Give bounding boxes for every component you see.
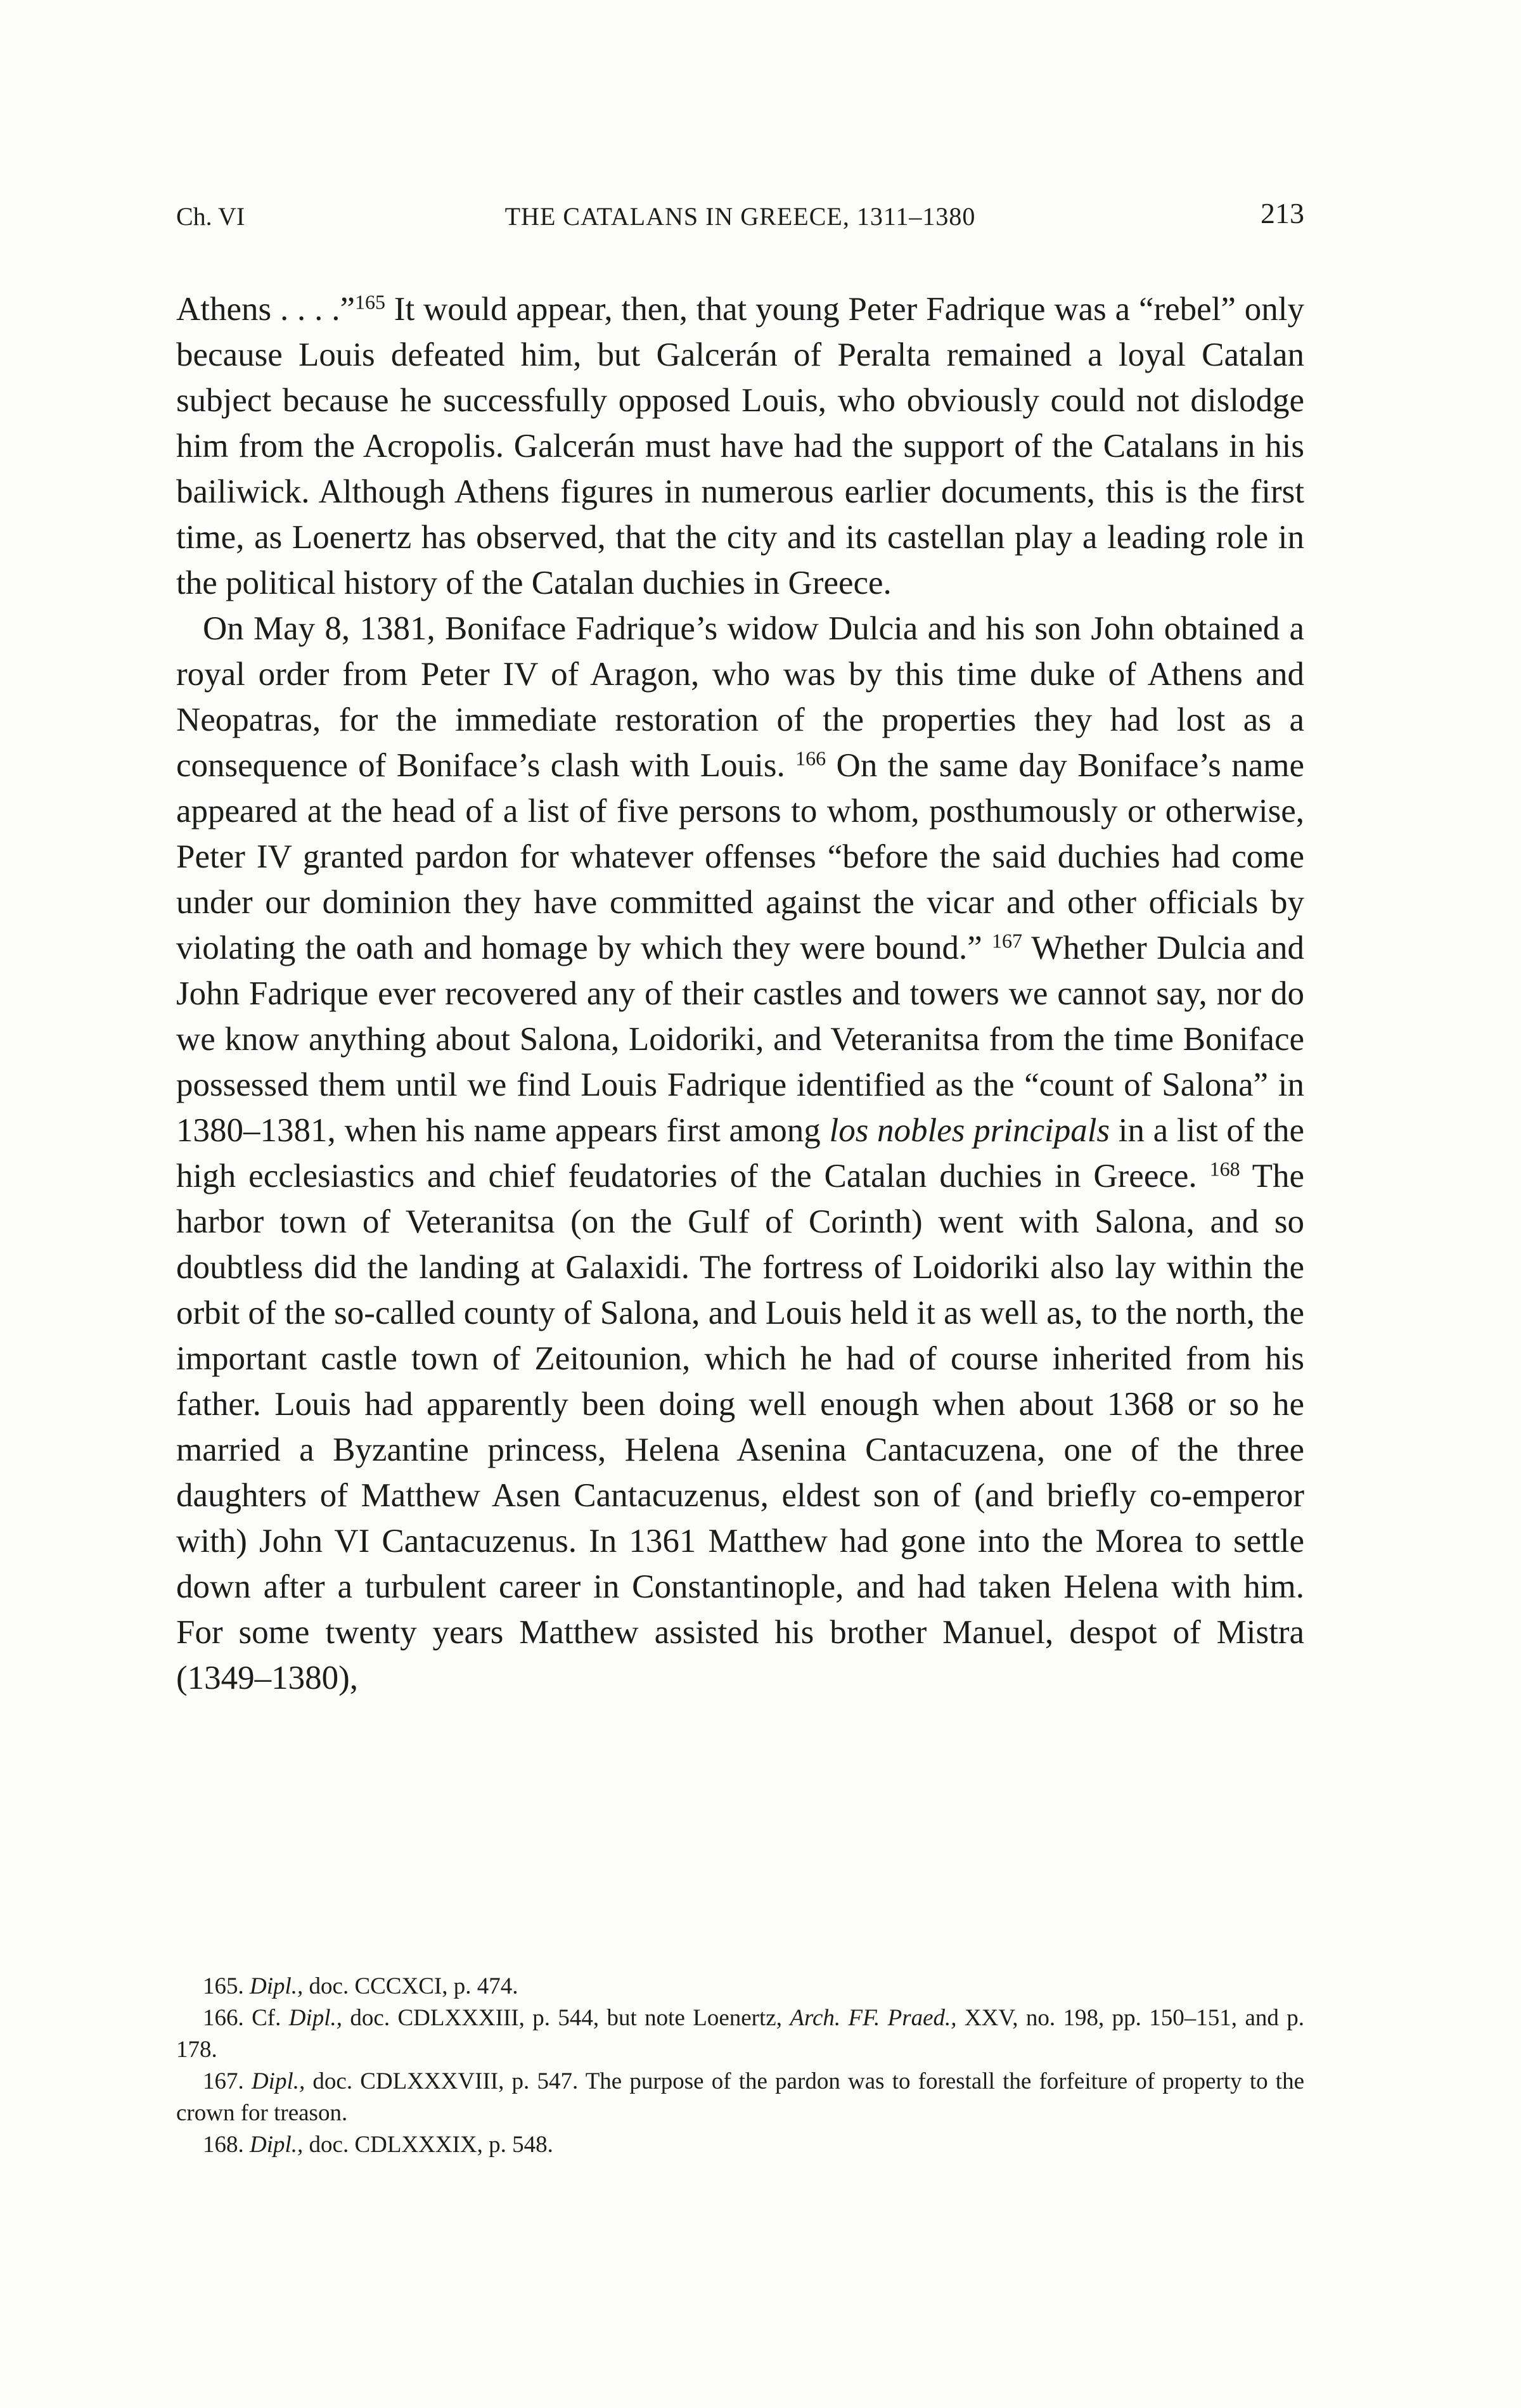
footnote-165 [176, 1971, 1304, 2002]
text-run: in a list of the high ecclesiastics and chief feudatories of the Catalan duchies in Greece. [176, 1112, 1304, 1194]
footnotes [176, 1971, 1304, 2161]
paragraph-2 [176, 606, 1304, 1701]
footnote-166 [176, 2002, 1304, 2066]
text-run: On May 8, 1381, Boniface Fadrique’s widow Dulcia and his son John obtained a royal order from Peter IV of Aragon, who was by this time duke of Athens and Neopatras, for the immediate restoration of the properties they had lost as a consequence of Boniface’s clash with Louis. [176, 610, 1304, 784]
main-text [176, 286, 1304, 1701]
footnote-ref: 168 [1209, 1157, 1240, 1181]
italic-text: Dipl., [250, 1973, 304, 1999]
text-run: XXV, no. 198, pp. 150–151, and p. 178. [176, 2005, 1304, 2063]
text-run: doc. CDLXXXIX, p. 548. [303, 2132, 553, 2158]
text-run: 168. [203, 2132, 250, 2158]
footnote-ref: 167 [992, 929, 1023, 952]
text-run: Whether Dulcia and John Fadrique ever recovered any of their castles and towers we cannot say, nor do we know anything about Salona, Loidoriki, and Veteranitsa from the time Boniface possessed them until we find Louis Fadrique identified as the “count of Salona” in 1380–1381, when his name appears first among [176, 930, 1304, 1149]
text-run: The harbor town of Veteranitsa (on the Gulf of Corinth) went with Salona, and so doubtless did the landing at Galaxidi. The fortress of Loidoriki also lay within the orbit of the so-called county of Salona, and Louis held it as well as, to the north, the important castle town of Zeitounion, which he had of course inherited from his father. Louis had apparently been doing well enough when about 1368 or so he married a Byzantine princess, Helena Asenina Cantacuzena, one of the three daughters of Matthew Asen Cantacuzenus, eldest son of (and briefly co-emperor with) John VI Cantacuzenus. In 1361 Matthew had gone into the Morea to settle down after a turbulent career in Constantinople, and had taken Helena with him. For some twenty years Matthew assisted his brother Manuel, despot of Mistra (1349–1380), [176, 1158, 1304, 1696]
running-header [176, 197, 1304, 240]
text-run: doc. CCCXCI, p. 474. [303, 1973, 518, 1999]
text-run: doc. CDLXXXVIII, p. 547. The purpose of the pardon was to forestall the forfeiture of property to the crown for treason. [176, 2068, 1305, 2126]
chapter-label: Ch. VI [176, 202, 245, 231]
footnote-167 [176, 2066, 1304, 2129]
footnote-ref: 166 [795, 746, 826, 770]
text-run: On the same day Boniface’s name appeared at the head of a list of five persons to whom, posthumously or otherwise, Peter IV granted pardon for whatever offenses “before the said duchies had come under our dominion they have committed against the vicar and other officials by violating the oath and homage by which they were bound.” [176, 747, 1304, 966]
italic-text: Dipl., [288, 2005, 343, 2031]
text-run: 167. [203, 2068, 252, 2094]
italic-text: Dipl., [251, 2068, 305, 2094]
text-run: 165. [203, 1973, 250, 1999]
paragraph-1 [176, 286, 1304, 606]
text-run: It would appear, then, that young Peter Fadrique was a “rebel” only because Louis defeated him, but Galcerán of Peralta remained a loyal Catalan subject because he successfully opposed Louis, who obviously could not dislodge him from the Acropolis. Galcerán must have had the support of the Catalans in his bailiwick. Although Athens figures in numerous earlier documents, this is the first time, as Loenertz has observed, that the city and its castellan play a leading role in the political history of the Catalan duchies in Greece. [176, 291, 1304, 601]
italic-text: Dipl., [250, 2132, 304, 2158]
text-run: 166. Cf. [203, 2005, 289, 2031]
italic-text: Arch. FF. Praed., [790, 2005, 957, 2031]
footnote-ref: 165 [354, 290, 385, 314]
page-number: 213 [1261, 197, 1304, 229]
footnote-168 [176, 2129, 1304, 2161]
text-run: doc. CDLXXXIII, p. 544, but note Loenertz, [342, 2005, 790, 2031]
text-run: Athens . . . .” [176, 291, 355, 328]
running-title: THE CATALANS IN GREECE, 1311–1380 [504, 202, 976, 231]
italic-text: los nobles principals [829, 1112, 1110, 1149]
